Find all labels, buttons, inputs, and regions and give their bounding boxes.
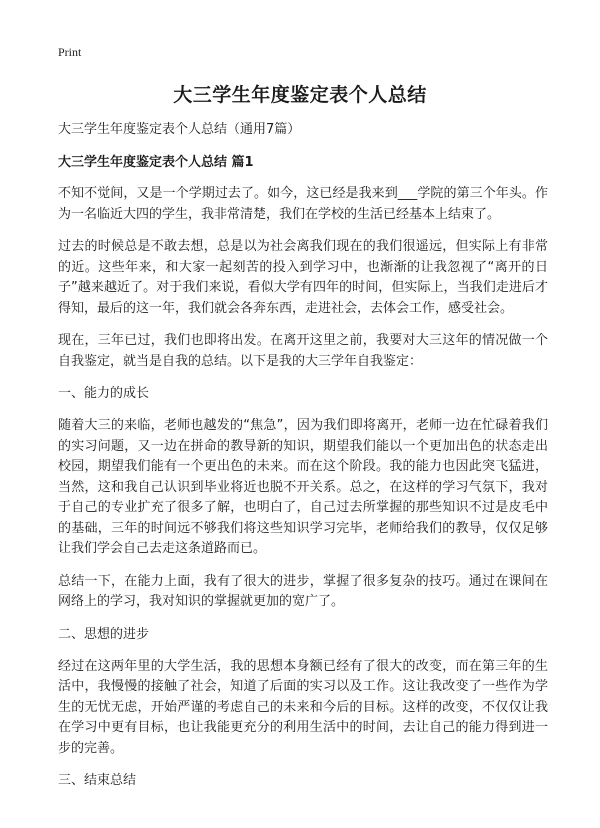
document-body: [58, 120, 548, 803]
document-subtitle: 大三学生年度鉴定表个人总结（通用7篇）: [58, 122, 301, 137]
heading-thought-progress: 二、思想的进步: [58, 626, 150, 642]
paragraph-3: 现在，三年已过，我们也即将出发。在离开这里之前，我要对大三这年的情况做一个自我鉴定，就当是自我的总结。以下是我的大三学年自我鉴定：: [58, 333, 548, 369]
heading-ability-growth: 一、能力的成长: [58, 386, 150, 401]
section-title: 大三学生年度鉴定表个人总结 篇1: [58, 155, 254, 170]
heading-conclusion: 三、结束总结: [58, 773, 137, 788]
paragraph-5: 总结一下，在能力上面，我有了很大的进步，掌握了很多复杂的技巧。通过在课间在网络上的学习，我对知识的掌握就更加的宽广了。: [58, 573, 548, 609]
print-link[interactable]: Print: [58, 45, 82, 59]
paragraph-4: 随着大三的来临，老师也越发的“焦急”，因为我们即将离开，老师一边在忙碌着我们的实习问题，又一边在拼命的教导新的知识，期望我们能以一个更加出色的状态走出校园，期望我们能有一个更出色的未来。而在这个阶段。我的能力也因此突飞猛进，当然，这和我自己认识到毕业将近也脱不开关系。总之，在这样的学习气氛下，我对于自己的专业扩充了很多了解，也明白了，自己过去所掌握的那些知识不过是皮毛中的基础，三年的时间远不够我们将这些知识学习完毕，老师给我们的教导，仅仅足够让我们学会自己去走这条道路而已。: [58, 418, 548, 556]
document-title: 大三学生年度鉴定表个人总结: [173, 84, 427, 106]
paragraph-2: 过去的时候总是不敢去想，总是以为社会离我们现在的我们很遥远，但实际上有非常的近。这些年来，和大家一起刻苦的投入到学习中，也渐渐的让我忽视了“离开的日子”越来越近了。对于我们来说，看似大学有四年的时间，但实际上，当我们走进后才得知，最后的这一年，我们就会各奔东西，走进社会，去体会工作，感受社会。: [58, 239, 548, 316]
paragraph-6: 经过在这两年里的大学生活，我的思想本身额已经有了很大的改变，而在第三年的生活中，我慢慢的接触了社会，知道了后面的实习以及工作。这让我改变了一些作为学生的无忧无虑，开始严谨的考虑自己的未来和今后的目标。这样的改变，不仅仅让我在学习中更有目标，也让我能更充分的利用生活中的时间，去让自己的能力得到进一步的完善。: [58, 658, 548, 756]
paragraph-1: 不知不觉间，又是一个学期过去了。如今，这已经是我来到___学院的第三个年头。作为一名临近大四的学生，我非常清楚，我们在学校的生活已经基本上结束了。: [58, 186, 548, 222]
